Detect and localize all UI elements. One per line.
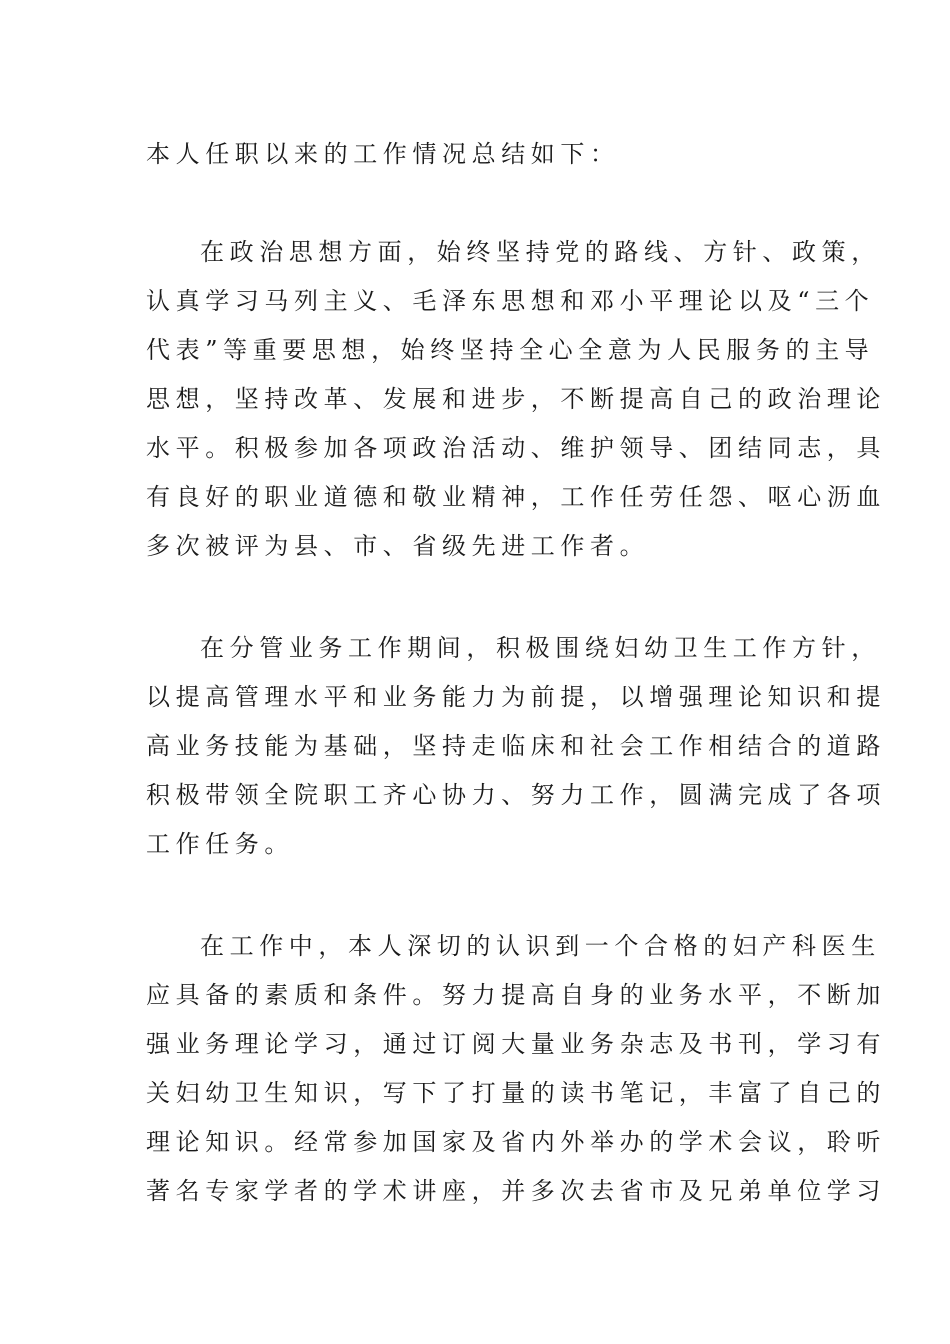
paragraph-line: 应具备的素质和条件。努力提高自身的业务水平，不断加 (146, 981, 886, 1009)
paragraph-line: 水平。积极参加各项政治活动、维护领导、团结同志，具 (146, 434, 886, 462)
paragraph-line: 以提高管理水平和业务能力为前提，以增强理论知识和提 (146, 683, 886, 711)
paragraph-work (146, 922, 886, 1216)
paragraph-line: 著名专家学者的学术讲座，并多次去省市及兄弟单位学习 (146, 1177, 886, 1205)
paragraph-line: 代表”等重要思想，始终坚持全心全意为人民服务的主导 (146, 336, 875, 364)
intro-line: 本人任职以来的工作情况总结如下： (146, 140, 620, 168)
paragraph-line: 在政治思想方面，始终坚持党的路线、方针、政策， (200, 238, 881, 266)
paragraph-line: 关妇幼卫生知识，写下了打量的读书笔记，丰富了自己的 (146, 1079, 886, 1107)
intro-paragraph (146, 130, 806, 179)
paragraph-line: 工作任务。 (146, 830, 294, 858)
paragraph-line: 理论知识。经常参加国家及省内外举办的学术会议，聆听 (146, 1128, 886, 1156)
paragraph-line: 有良好的职业道德和敬业精神，工作任劳任怨、呕心沥血 (146, 483, 886, 511)
paragraph-line: 强业务理论学习，通过订阅大量业务杂志及书刊，学习有 (146, 1030, 886, 1058)
paragraph-political (146, 228, 886, 571)
paragraph-management (146, 624, 886, 869)
paragraph-line: 积极带领全院职工齐心协力、努力工作，圆满完成了各项 (146, 781, 886, 809)
paragraph-line: 高业务技能为基础，坚持走临床和社会工作相结合的道路 (146, 732, 886, 760)
paragraph-line: 认真学习马列主义、毛泽东思想和邓小平理论以及“三个 (146, 287, 875, 315)
paragraph-line: 多次被评为县、市、省级先进工作者。 (146, 532, 650, 560)
paragraph-line: 在分管业务工作期间，积极围绕妇幼卫生工作方针， (200, 634, 881, 662)
paragraph-line: 思想，坚持改革、发展和进步，不断提高自己的政治理论 (146, 385, 886, 413)
paragraph-line: 在工作中，本人深切的认识到一个合格的妇产科医生 (200, 932, 881, 960)
